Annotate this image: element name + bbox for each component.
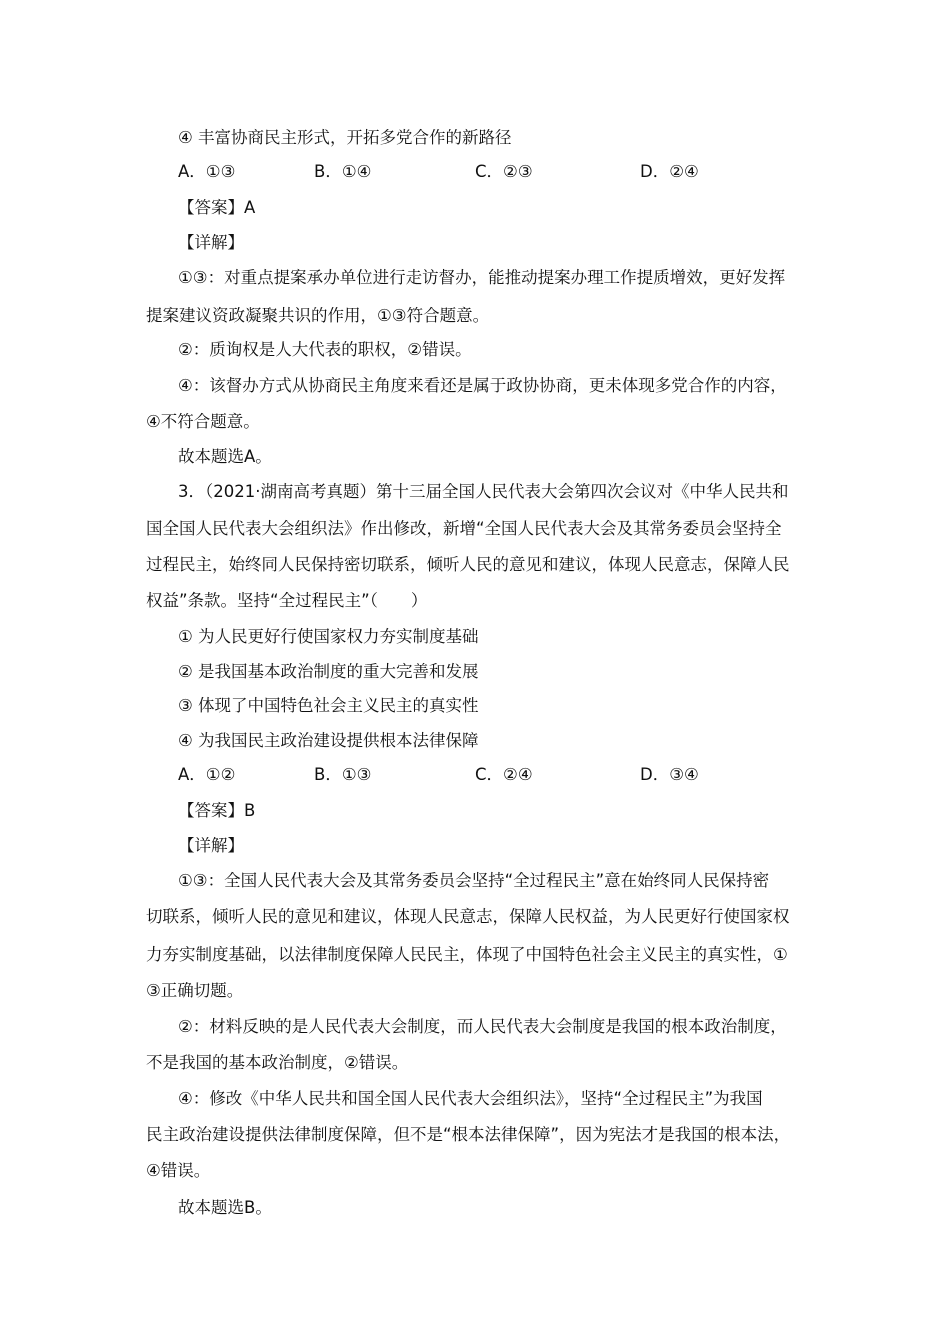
q3-explain-line: 民主政治建设提供法律制度保障，但不是“根本法律保障”，因为宪法才是我国的根本法，: [146, 1125, 791, 1144]
q3-explain-line: 切联系，倾听人民的意见和建议，体现人民意志，保障人民权益，为人民更好行使国家权: [146, 907, 790, 926]
q3-explain-line: ②：材料反映的是人民代表大会制度，而人民代表大会制度是我国的根本政治制度，: [178, 1017, 787, 1036]
q2-option-d: D．②④: [640, 162, 699, 181]
q3-answer: 【答案】B: [178, 801, 256, 820]
q3-explain-line: ③正确切题。: [146, 981, 244, 1000]
q2-option-b: B．①④: [314, 162, 372, 181]
q3-explain-line: 力夯实制度基础，以法律制度保障人民民主，体现了中国特色社会主义民主的真实性，①: [146, 945, 788, 964]
q3-explain-line: 不是我国的基本政治制度，②错误。: [146, 1053, 409, 1072]
q2-explain-line: 提案建议资政凝聚共识的作用，①③符合题意。: [146, 306, 490, 325]
q3-statement-2: ② 是我国基本政治制度的重大完善和发展: [178, 662, 479, 681]
q3-stem-line: 权益”条款。坚持“全过程民主”（ ）: [146, 591, 428, 610]
q2-option-c: C．②③: [475, 162, 533, 181]
q2-explain-line: ①③：对重点提案承办单位进行走访督办，能推动提案办理工作提质增效，更好发挥: [178, 268, 786, 287]
q3-option-c: C．②④: [475, 765, 533, 784]
q3-option-d: D．③④: [640, 765, 699, 784]
q2-explain-line: ②：质询权是人大代表的职权，②错误。: [178, 340, 472, 359]
q3-options: [178, 763, 818, 787]
q2-statement-4: ④ 丰富协商民主形式，开拓多党合作的新路径: [178, 128, 512, 147]
q2-options: [178, 160, 818, 184]
q2-option-a: A．①③: [178, 162, 236, 181]
q3-statement-3: ③ 体现了中国特色社会主义民主的真实性: [178, 696, 479, 715]
q2-explain-line: ④：该督办方式从协商民主角度来看还是属于政协协商，更未体现多党合作的内容，: [178, 376, 787, 395]
q2-detail-label: 【详解】: [178, 233, 244, 252]
q3-explain-line: ①③：全国人民代表大会及其常务委员会坚持“全过程民主”意在始终同人民保持密: [178, 871, 770, 890]
q3-stem-line: 国全国人民代表大会组织法》作出修改，新增“全国人民代表大会及其常务委员会坚持全: [146, 519, 782, 538]
q2-conclusion: 故本题选A。: [178, 447, 272, 466]
q3-option-a: A．①②: [178, 765, 236, 784]
q3-conclusion: 故本题选B。: [178, 1198, 272, 1217]
q3-statement-1: ① 为人民更好行使国家权力夯实制度基础: [178, 627, 479, 646]
q2-answer: 【答案】A: [178, 198, 256, 217]
q3-detail-label: 【详解】: [178, 836, 244, 855]
q2-explain-line: ④不符合题意。: [146, 412, 260, 431]
q3-stem-line: 3．（2021·湖南高考真题）第十三届全国人民代表大会第四次会议对《中华人民共和: [178, 482, 789, 501]
q3-stem-line: 过程民主，始终同人民保持密切联系，倾听人民的意见和建议，体现人民意志，保障人民: [146, 555, 790, 574]
q3-explain-line: ④错误。: [146, 1161, 211, 1180]
q3-explain-line: ④：修改《中华人民共和国全国人民代表大会组织法》，坚持“全过程民主”为我国: [178, 1089, 763, 1108]
q3-statement-4: ④ 为我国民主政治建设提供根本法律保障: [178, 731, 479, 750]
q3-option-b: B．①③: [314, 765, 372, 784]
